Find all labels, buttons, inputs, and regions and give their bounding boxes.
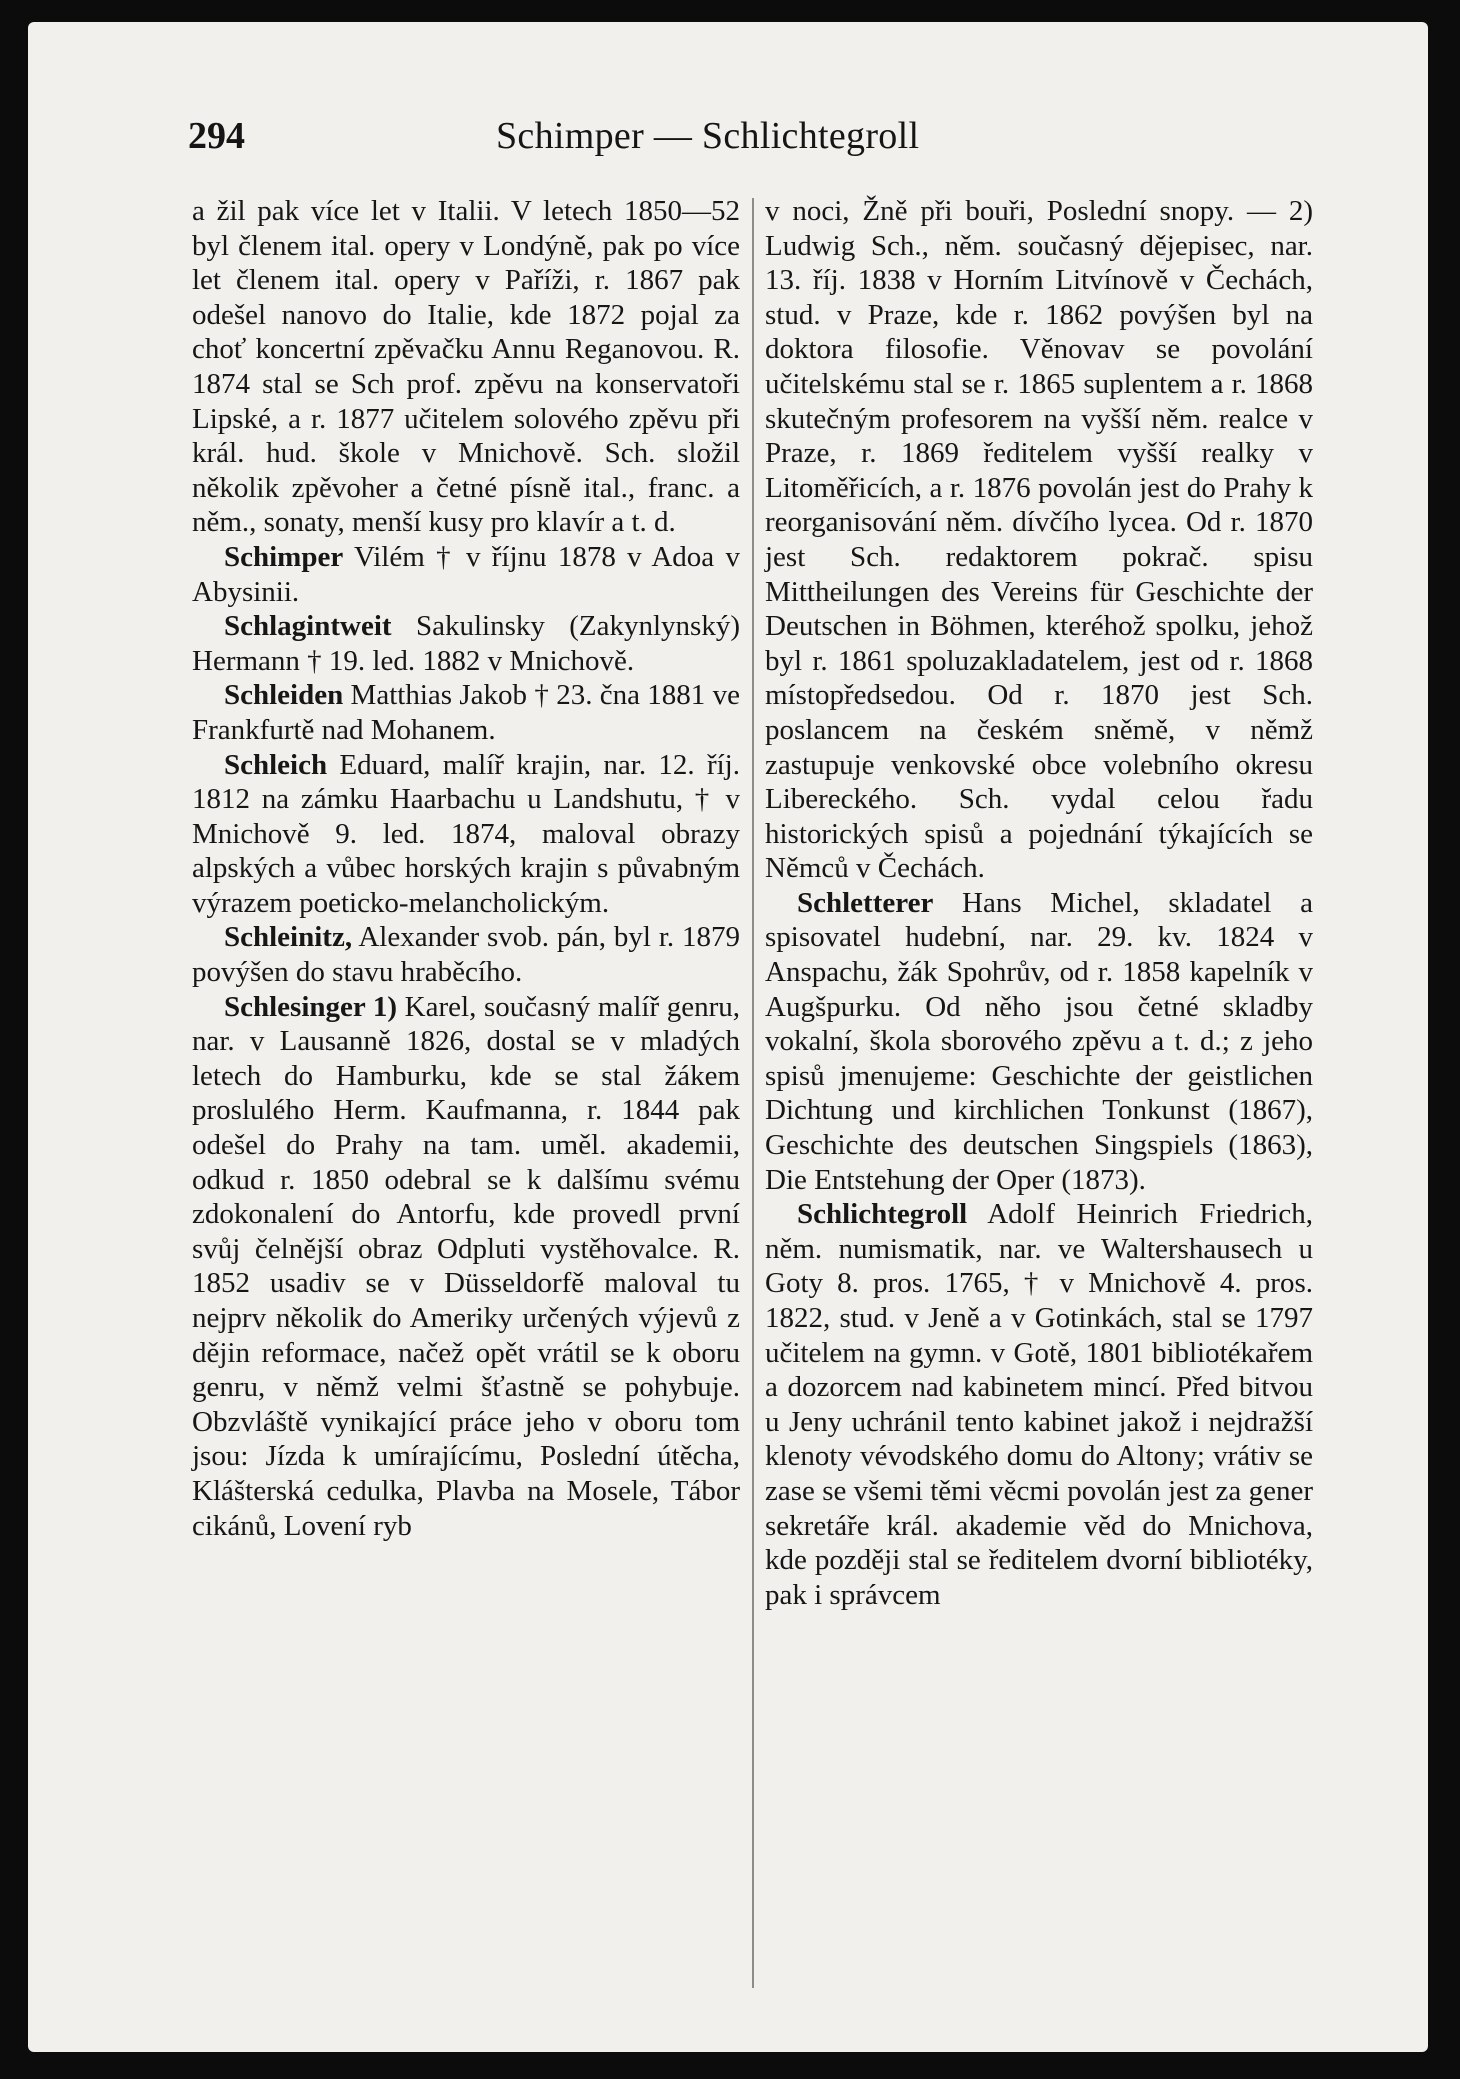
entry-headword: Schimper — [224, 540, 344, 573]
entry-text: v noci, Žně při bouři, Poslední snopy. — 2) Ludwig Sch., něm. současný dějepisec, nar. 13. říj. 1838 v Horním Litvínově v Čechách, stud. v Praze, kde r. 1862 povýšen byl na doktora filosofie. Věnovav se povolání učitelskému stal se r. 1865 suplentem a r. 1868 skutečným profesorem na vyšší něm. realce v Praze, r. 1869 ředitelem vyšší realky v Litoměřicích, a r. 1876 povolán jest do Prahy k reorganisování něm. dívčího lycea. Od r. 1870 jest Sch. redaktorem pokrač. spisu Mittheilungen des Vereins für Geschichte der Deutschen in Böhmen, kteréhož spolku, jehož byl r. 1861 spoluzakladatelem, jest od r. 1868 místopředsedou. Od r. 1870 jest Sch. poslancem na českém sněmě, v němž zastupuje venkovské obce volebního okresu Libereckého. Sch. vydal celou řadu historických spisů a pojednání týkajících se Němců v Čechách. — [765, 195, 1313, 885]
entry-text: Adolf Heinrich Friedrich, něm. numismatik, nar. ve Waltershausech u Goty 8. pros. 1765, † v Mnichově 4. pros. 1822, stud. v Jeně a v Gotinkách, stal se 1797 učitelem na gymn. v Gotě, 1801 bibliotékařem a dozorcem nad kabinetem mincí. Před bitvou u Jeny uchránil tento kabinet jakož i nejdražší klenoty vévodského domu do Altony; vrátiv se zase se všemi těmi věcmi povolán jest za gener sekretáře král. akademie věd do Mnichova, kde později stal se ředitelem dvorní bibliotéky, pak i správcem — [765, 1198, 1313, 1611]
entry-text: Alexander svob. pán, byl r. 1879 povýšen do stavu hraběcího. — [192, 921, 740, 989]
entry-headword: Schleich — [224, 748, 328, 781]
entry-schletterer — [765, 886, 1313, 1197]
left-column — [192, 194, 740, 1994]
column-divider — [752, 198, 754, 1988]
entry-text: a žil pak více let v Italii. V letech 1850—52 byl členem ital. opery v Londýně, pak po více let členem ital. opery v Paříži, r. 1867 pak odešel nanovo do Italie, kde 1872 pojal za choť koncertní zpěvačku Annu Reganovou. R. 1874 stal se Sch prof. zpěvu na konservatoři Lipské, a r. 1877 učitelem solového zpěvu při král. hud. škole v Mnichově. Sch. složil několik zpěvoher a četné písně ital., franc. a něm., sonaty, menší kusy pro klavír a t. d. — [192, 195, 740, 539]
entry-headword: Schlichtegroll — [797, 1198, 968, 1231]
page-header — [188, 108, 1298, 164]
entry-text: Sakulinsky (Zakynlynský) Hermann † 19. led. 1882 v Mnichově. — [192, 610, 740, 677]
entry-text: Eduard, malíř krajin, nar. 12. říj. 1812 na zámku Haarbachu u Landshutu, † v Mnichově 9. led. 1874, maloval obrazy alpských a vůbec horských krajin s půvabným výrazem poeticko-melancholickým. — [192, 748, 740, 919]
entry-text: Hans Michel, skladatel a spisovatel hudební, nar. 29. kv. 1824 v Anspachu, žák Spohrův, od r. 1858 kapelník v Augšpurku. Od něho jsou četné skladby vokalní, škola sborového zpěvu a t. d.; z jeho spisů jmenujeme: Geschichte der geistlichen Dichtung und kirchlichen Tonkunst (1867), Geschichte des deutschen Singspiels (1863), Die Entstehung der Oper (1873). — [765, 886, 1313, 1196]
entry-schleich — [192, 748, 740, 921]
entry-text: Karel, současný malíř genru, nar. v Lausanně 1826, dostal se v mladých letech do Hamburku, kde se stal žákem proslulého Herm. Kaufmanna, r. 1844 pak odešel do Prahy na tam. uměl. akademii, odkud r. 1850 odebral se k dalšímu svému zdokonalení do Antorfu, kde provedl první svůj čelnější obraz Odpluti vystěhovalce. R. 1852 usadiv se v Düsseldorfě maloval tu nejprv několik do Ameriky určených výjevů z dějin reformace, načež opět vrátil se k oboru genru, v němž velmi šťastně se pohybuje. Obzvláště vynikající práce jeho v oboru tom jsou: Jízda k umírajícímu, Poslední útěcha, Klášterská cedulka, Plavba na Mosele, Tábor cikánů, Lovení ryb — [192, 990, 741, 1542]
entry-schlagintweit — [192, 609, 740, 678]
right-column — [765, 194, 1313, 1994]
continuation-paragraph — [192, 194, 740, 540]
entry-schlichtegroll — [765, 1197, 1313, 1612]
entry-headword: Schleiden — [224, 679, 344, 712]
continuation-paragraph — [765, 194, 1313, 886]
entry-schimper — [192, 540, 740, 609]
entry-schleiden — [192, 678, 740, 747]
entry-schleinitz — [192, 920, 740, 989]
entry-headword: Schlagintweit — [224, 610, 392, 643]
entry-text: Matthias Jakob † 23. čna 1881 ve Frankfurtě nad Mohanem. — [192, 679, 740, 746]
entry-headword: Schleinitz, — [224, 921, 353, 954]
entry-text: Vilém † v říjnu 1878 v Adoa v Abysinii. — [192, 540, 740, 608]
entry-schlesinger — [192, 990, 740, 1544]
entry-headword: Schletterer — [797, 886, 934, 919]
page-number: 294 — [188, 115, 245, 157]
entry-headword: Schlesinger 1) — [224, 990, 398, 1023]
running-title: Schimper — Schlichtegroll — [496, 115, 920, 157]
